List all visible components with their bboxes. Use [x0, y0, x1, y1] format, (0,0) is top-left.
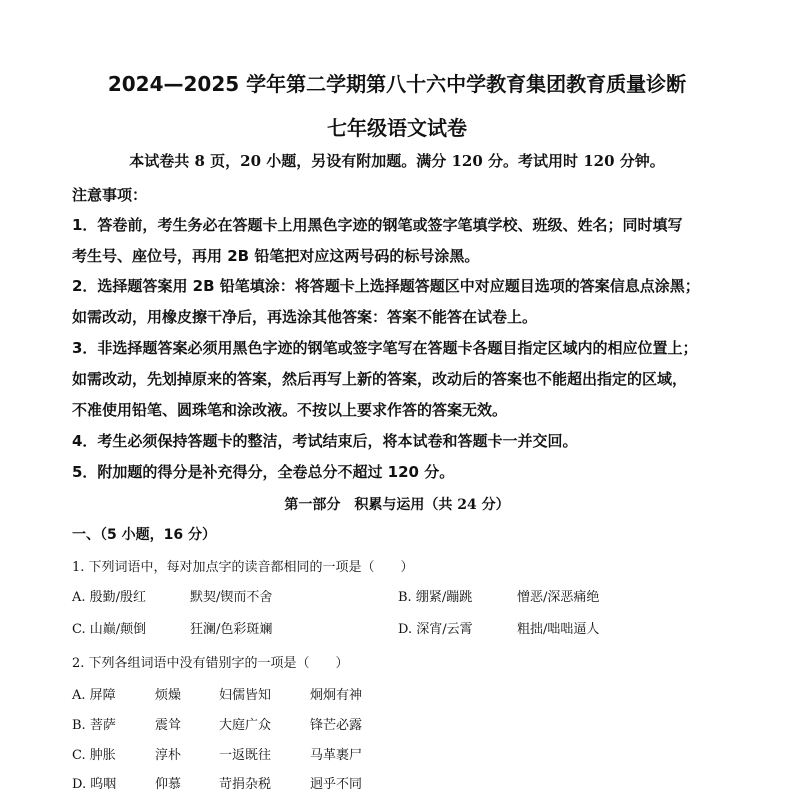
- q2-row-d-4: 迥乎不同: [310, 777, 363, 792]
- note-line: 如需改动，先划掉原来的答案，然后再写上新的答案，改动后的答案也不能超出指定的区域，: [72, 370, 688, 388]
- q2-row-c-3: 一返既往: [219, 748, 272, 763]
- note-line: 5．附加题的得分是补充得分，全卷总分不超过 120 分。: [72, 463, 455, 481]
- q2-row-b-3: 大庭广众: [219, 718, 272, 733]
- note-line: 1．答卷前，考生务必在答题卡上用黑色字迹的钢笔或签字笔填学校、班级、姓名；同时填写: [72, 216, 683, 234]
- q2-row-b-2: 震耸: [155, 718, 182, 733]
- q2-row-c-4: 马革裹尸: [310, 748, 363, 763]
- q1-option-a-pair: 默契/锲而不舍: [190, 590, 273, 605]
- q1-option-d: D. 深宵/云霄: [398, 622, 473, 637]
- q1-option-a: A. 殷勤/殷红: [72, 590, 147, 605]
- notes-heading: 注意事项：: [72, 186, 148, 204]
- note-line: 不准使用铅笔、圆珠笔和涂改液。不按以上要求作答的答案无效。: [72, 401, 508, 419]
- exam-subtitle: 七年级语文试卷: [327, 116, 467, 140]
- note-line: 4．考生必须保持答题卡的整洁，考试结束后，将本试卷和答题卡一并交回。: [72, 432, 578, 450]
- note-line: 如需改动，用橡皮擦干净后，再选涂其他答案：答案不能答在试卷上。: [72, 308, 538, 326]
- q2-row-c-2: 淳朴: [155, 748, 182, 763]
- note-line: 考生号、座位号，再用 2B 铅笔把对应这两号码的标号涂黑。: [72, 247, 480, 265]
- exam-intro: 本试卷共 8 页，20 小题，另设有附加题。满分 120 分。考试用时 120 分钟。: [129, 152, 665, 170]
- q2-row-a-1: A. 屏障: [72, 688, 116, 703]
- q2-row-a-3: 妇儒皆知: [219, 688, 272, 703]
- question-1-stem: 1. 下列词语中，每对加点字的读音都相同的一项是（ ）: [72, 560, 414, 575]
- q1-option-b-pair: 憎恶/深恶痛绝: [517, 590, 600, 605]
- section-title: 第一部分 积累与运用（共 24 分）: [284, 497, 510, 513]
- question-2-stem: 2. 下列各组词语中没有错别字的一项是（ ）: [72, 656, 349, 671]
- exam-title: 2024—2025 学年第二学期第八十六中学教育集团教育质量诊断: [107, 72, 687, 96]
- q2-row-d-3: 苛捐杂税: [219, 777, 272, 792]
- q2-row-b-4: 锋芒必露: [310, 718, 363, 733]
- q2-row-a-4: 炯炯有神: [310, 688, 363, 703]
- q2-row-d-2: 仰慕: [155, 777, 182, 792]
- q2-row-b-1: B. 菩萨: [72, 718, 116, 733]
- part1-heading: 一、（5 小题，16 分）: [72, 527, 216, 543]
- q2-row-a-2: 烦燥: [155, 688, 182, 703]
- q1-option-c-pair: 狂澜/色彩斑斓: [190, 622, 273, 637]
- q1-option-b: B. 绷紧/蹦跳: [398, 590, 473, 605]
- q1-option-c: C. 山巅/颠倒: [72, 622, 147, 637]
- note-line: 3．非选择题答案必须用黑色字迹的钢笔或签字笔写在答题卡各题目指定区域内的相应位置上；: [72, 339, 698, 357]
- q2-row-c-1: C. 肿胀: [72, 748, 116, 763]
- note-line: 2．选择题答案用 2B 铅笔填涂：将答题卡上选择题答题区中对应题目选项的答案信息点涂黑；: [72, 277, 700, 295]
- q1-option-d-pair: 粗拙/咄咄逼人: [517, 622, 600, 637]
- q2-row-d-1: D. 呜咽: [72, 777, 117, 792]
